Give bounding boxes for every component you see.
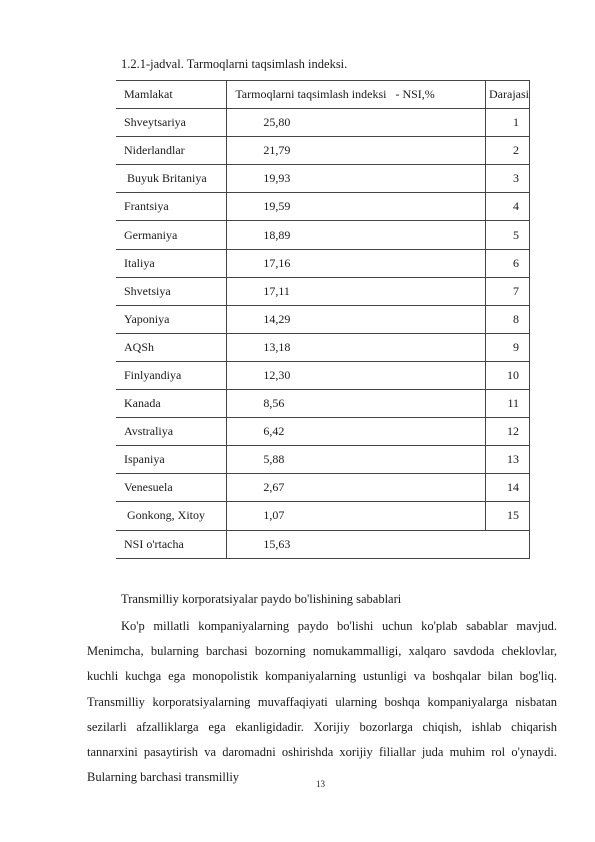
country-cell: Finlyandiya <box>116 361 227 389</box>
rank-cell: 4 <box>486 193 530 221</box>
rank-cell: 10 <box>486 361 530 389</box>
index-cell: 14,29 <box>227 305 486 333</box>
index-cell: 19,59 <box>227 193 486 221</box>
index-cell: 8,56 <box>227 390 486 418</box>
rank-cell: 9 <box>486 333 530 361</box>
country-cell: Kanada <box>116 390 227 418</box>
index-cell: 17,11 <box>227 277 486 305</box>
rank-cell: 3 <box>486 165 530 193</box>
table-row <box>116 137 530 165</box>
country-cell: Niderlandlar <box>116 137 227 165</box>
index-cell: 12,30 <box>227 361 486 389</box>
index-cell: 25,80 <box>227 109 486 137</box>
country-cell: Gonkong, Xitoy <box>116 502 227 530</box>
table-row <box>116 165 530 193</box>
total-label: NSI o'rtacha <box>116 530 227 558</box>
index-cell: 18,89 <box>227 221 486 249</box>
section-title: Transmilliy korporatsiyalar paydo bo'lishining sabablari <box>121 592 402 606</box>
rank-cell: 6 <box>486 249 530 277</box>
nsi-table <box>116 80 530 559</box>
rank-cell: 15 <box>486 502 530 530</box>
header-country: Mamlakat <box>116 81 227 109</box>
table-row <box>116 333 530 361</box>
index-cell: 1,07 <box>227 502 486 530</box>
country-cell: Venesuela <box>116 474 227 502</box>
table-row <box>116 305 530 333</box>
rank-cell: 12 <box>486 418 530 446</box>
rank-cell: 13 <box>486 446 530 474</box>
rank-cell: 5 <box>486 221 530 249</box>
rank-cell: 7 <box>486 277 530 305</box>
country-cell: Germaniya <box>116 221 227 249</box>
country-cell: Avstraliya <box>116 418 227 446</box>
rank-cell: 14 <box>486 474 530 502</box>
country-cell: AQSh <box>116 333 227 361</box>
index-cell: 21,79 <box>227 137 486 165</box>
country-cell: Shvetsiya <box>116 277 227 305</box>
rank-cell: 1 <box>486 109 530 137</box>
table-row <box>116 446 530 474</box>
index-cell: 17,16 <box>227 249 486 277</box>
index-cell: 13,18 <box>227 333 486 361</box>
rank-cell: 8 <box>486 305 530 333</box>
page-number: 13 <box>316 779 325 789</box>
table-row <box>116 249 530 277</box>
table-total-row <box>116 530 530 558</box>
rank-cell: 2 <box>486 137 530 165</box>
total-rank <box>486 530 530 558</box>
table-row <box>116 277 530 305</box>
table-row <box>116 193 530 221</box>
header-rank: Darajasi <box>486 81 530 109</box>
table-row <box>116 474 530 502</box>
index-cell: 6,42 <box>227 418 486 446</box>
country-cell: Yaponiya <box>116 305 227 333</box>
country-cell: Italiya <box>116 249 227 277</box>
index-cell: 19,93 <box>227 165 486 193</box>
body-paragraph: Ko'p millatli kompaniyalarning paydo bo'lishi uchun ko'plab sabablar mavjud. Menimcha, bularning barchasi bozorning nomukammalligi, xalqaro savdoda cheklovlar, kuchli kuchga ega monopolistik kompaniyalarning ustunligi va boshqalar bilan bog'liq. Transmilliy korporatsiyalarning muvaffaqiyati ularning boshqa kompaniyalarga nisbatan sezilarli afzalliklarga ega ekanligidadir. Xorijiy bozorlarga chiqish, ishlab chiqarish tannarxini pasaytirish va daromadni oshirishda xorijiy filiallar juda muhim rol o'ynaydi. Bularning barchasi transmilliy <box>87 619 557 785</box>
index-cell: 2,67 <box>227 474 486 502</box>
country-cell: Buyuk Britaniya <box>116 165 227 193</box>
table-row <box>116 418 530 446</box>
table-caption: 1.2.1-jadval. Tarmoqlarni taqsimlash indeksi. <box>121 57 348 71</box>
table-row <box>116 361 530 389</box>
table-row <box>116 109 530 137</box>
country-cell: Frantsiya <box>116 193 227 221</box>
country-cell: Shveytsariya <box>116 109 227 137</box>
rank-cell: 11 <box>486 390 530 418</box>
country-cell: Ispaniya <box>116 446 227 474</box>
index-cell: 5,88 <box>227 446 486 474</box>
header-index: Tarmoqlarni taqsimlash indeksi - NSI,% <box>227 81 486 109</box>
table-row <box>116 221 530 249</box>
table-row <box>116 390 530 418</box>
table-row <box>116 502 530 530</box>
total-value: 15,63 <box>227 530 486 558</box>
table-header-row <box>116 81 530 109</box>
